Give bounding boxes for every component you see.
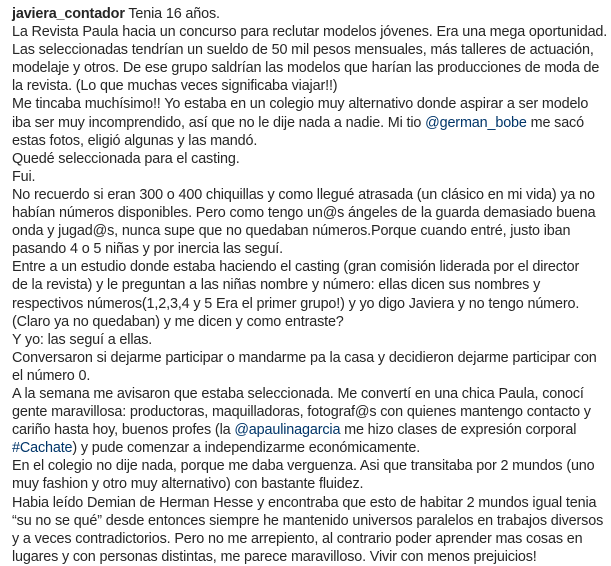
comment-text: La Revista Paula hacia un concurso para reclutar modelos jóvenes. Era una mega oportunidad. bbox=[12, 24, 608, 41]
comment-text: “su no se qué” desde entonces siempre he mantenido universos paralelos en trabajos diversos bbox=[12, 512, 604, 529]
comment-line bbox=[12, 457, 607, 475]
comment-line bbox=[12, 59, 607, 77]
comment-line bbox=[12, 114, 607, 132]
comment-text: me sacó bbox=[526, 114, 584, 131]
comment-line bbox=[12, 295, 607, 313]
comment-line bbox=[12, 530, 607, 548]
comment-text: (Claro ya no quedaban) y me dicen y como entraste? bbox=[12, 313, 344, 330]
comment-text: iba ser muy incomprendido, así que no le dije nada a nadie. Mi tio bbox=[12, 114, 426, 131]
comment-line bbox=[12, 240, 607, 258]
comment-text: modelaje y otros. De ese grupo saldrían las modelos que harían las producciones de moda de bbox=[12, 60, 600, 77]
comment-text: Quedé seleccionada para el casting. bbox=[12, 150, 240, 167]
comment-line bbox=[12, 132, 607, 150]
comment-intro: Tenia 16 años. bbox=[124, 6, 220, 22]
comment-line bbox=[12, 494, 607, 512]
mention-link[interactable]: @apaulinagarcia bbox=[234, 422, 341, 439]
comment-text: cariño hasta hoy, buenos profes (la bbox=[12, 422, 235, 439]
comment-line bbox=[12, 150, 607, 168]
comment-text: Me tincaba muchísimo!! Yo estaba en un colegio muy alternativo donde aspirar a ser modelo bbox=[12, 96, 589, 113]
comment-line bbox=[12, 95, 607, 113]
comment-line bbox=[12, 367, 607, 385]
comment-text: respectivos números(1,2,3,4 y 5 Era el primer grupo!) y yo digo Javiera y no tengo número. bbox=[12, 295, 580, 312]
comment-line bbox=[12, 331, 607, 349]
comment-line bbox=[12, 385, 607, 403]
comment-text: Entre a un estudio donde estaba haciendo el casting (gran comisión liderada por el director bbox=[12, 259, 580, 276]
comment-text: lugares y con personas distintas, me parece maravilloso. Vivir con menos prejuicios! bbox=[12, 548, 537, 565]
comment-text: me hizo clases de expresión corporal bbox=[340, 422, 577, 439]
comment-text: habían números disponibles. Pero como tengo un@s ángeles de la guarda demasiado buena bbox=[12, 205, 596, 222]
comment-line bbox=[12, 222, 607, 240]
comment-text: Las seleccionadas tendrían un sueldo de 50 mil pesos mensuales, más talleres de actuación, bbox=[12, 42, 594, 59]
comment-line bbox=[12, 41, 607, 59]
comment-text: estas fotos, eligió algunas y las mandó. bbox=[12, 132, 258, 149]
comment-line bbox=[12, 258, 607, 276]
mention-link[interactable]: @german_bobe bbox=[425, 114, 527, 131]
comment-text: muy fashion y otro muy alternativo) con bastante fluidez. bbox=[12, 476, 364, 493]
comment-text: gente maravillosa: productoras, maquilladoras, fotograf@s con quienes mantengo contacto y bbox=[12, 404, 591, 421]
hashtag-link[interactable]: #Cachate bbox=[12, 440, 73, 457]
comment-text: de la revista) y le preguntan a las niñas nombre y número: ellas dicen sus nombres y bbox=[12, 277, 541, 294]
comment-body bbox=[12, 23, 607, 566]
comment-line bbox=[12, 168, 607, 186]
comment-line bbox=[12, 475, 607, 493]
comment-line bbox=[12, 512, 607, 530]
comment-header bbox=[12, 5, 607, 23]
comment-line bbox=[12, 77, 607, 95]
comment-text: Habia leído Demian de Herman Hesse y encontraba que esto de habitar 2 mundos igual tenia bbox=[12, 494, 597, 511]
comment-line bbox=[12, 439, 607, 457]
comment-text: la revista. (Lo que muchas veces significaba viajar!!) bbox=[12, 78, 338, 95]
comment-text: Conversaron si dejarme participar o mandarme pa la casa y decidieron dejarme participar con bbox=[12, 349, 597, 366]
comment-text: Y yo: las seguí a ellas. bbox=[12, 331, 153, 348]
comment-line bbox=[12, 204, 607, 222]
comment-line bbox=[12, 23, 607, 41]
comment-text: el número 0. bbox=[12, 367, 91, 384]
comment-text: ) y pude comenzar a independizarme económicamente. bbox=[72, 440, 421, 457]
comment-text: y a veces contradictorios. Pero no me arrepiento, al contrario poder aprender mas cosas en bbox=[12, 530, 583, 547]
comment-line bbox=[12, 276, 607, 294]
comment-text: Fui. bbox=[12, 168, 36, 185]
comment-text: En el colegio no dije nada, porque me daba verguenza. Asi que transitaba por 2 mundos (uno bbox=[12, 458, 595, 475]
instagram-comment bbox=[12, 0, 607, 566]
comment-line bbox=[12, 421, 607, 439]
comment-text: No recuerdo si eran 300 o 400 chiquillas y como llegué atrasada (un clásico en mi vida) ya no bbox=[12, 186, 595, 203]
comment-line bbox=[12, 349, 607, 367]
comment-line bbox=[12, 313, 607, 331]
username-link[interactable]: javiera_contador bbox=[12, 6, 125, 22]
comment-line bbox=[12, 403, 607, 421]
comment-text: pasando 4 o 5 niñas y por inercia las seguí. bbox=[12, 241, 283, 258]
comment-text: onda y jugad@s, nunca supe que no quedaban números.Porque cuando entré, justo iban bbox=[12, 223, 571, 240]
comment-text: A la semana me avisaron que estaba seleccionada. Me convertí en una chica Paula, conocí bbox=[12, 385, 584, 402]
comment-line bbox=[12, 186, 607, 204]
comment-line bbox=[12, 548, 607, 566]
